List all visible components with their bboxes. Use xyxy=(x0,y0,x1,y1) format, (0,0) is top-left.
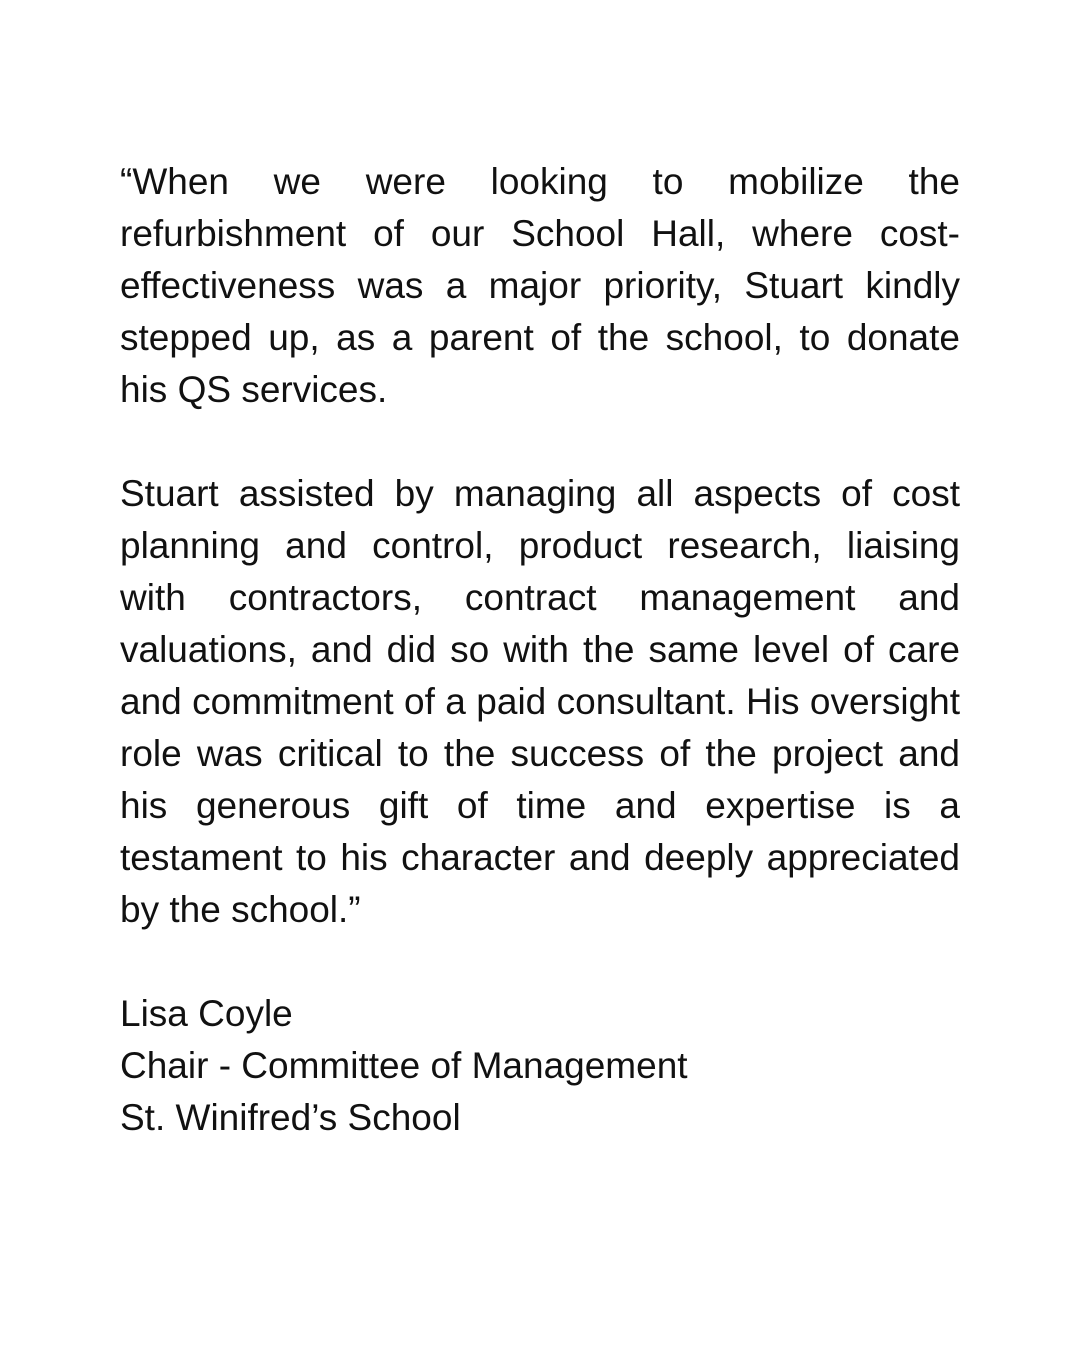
testimonial-paragraph-1: “When we were looking to mobilize the refurbishment of our School Hall, where cost-effectiveness was a major priority, Stuart kindly stepped up, as a parent of the school, to donate his QS services. xyxy=(120,161,960,410)
testimonial-paragraph-2: Stuart assisted by managing all aspects of cost planning and control, product research, liaising with contractors, contract management and valuations, and did so with the same level of care and commitment of a paid consultant. His oversight role was critical to the success of the project and his generous gift of time and expertise is a testament to his character and deeply appreciated by the school.” xyxy=(120,473,960,930)
signature-organization: St. Winifred’s School xyxy=(120,1097,461,1138)
signature-name: Lisa Coyle xyxy=(120,993,293,1034)
testimonial-block xyxy=(120,156,960,1144)
signature-role: Chair - Committee of Management xyxy=(120,1045,688,1086)
signature-block xyxy=(120,988,960,1144)
